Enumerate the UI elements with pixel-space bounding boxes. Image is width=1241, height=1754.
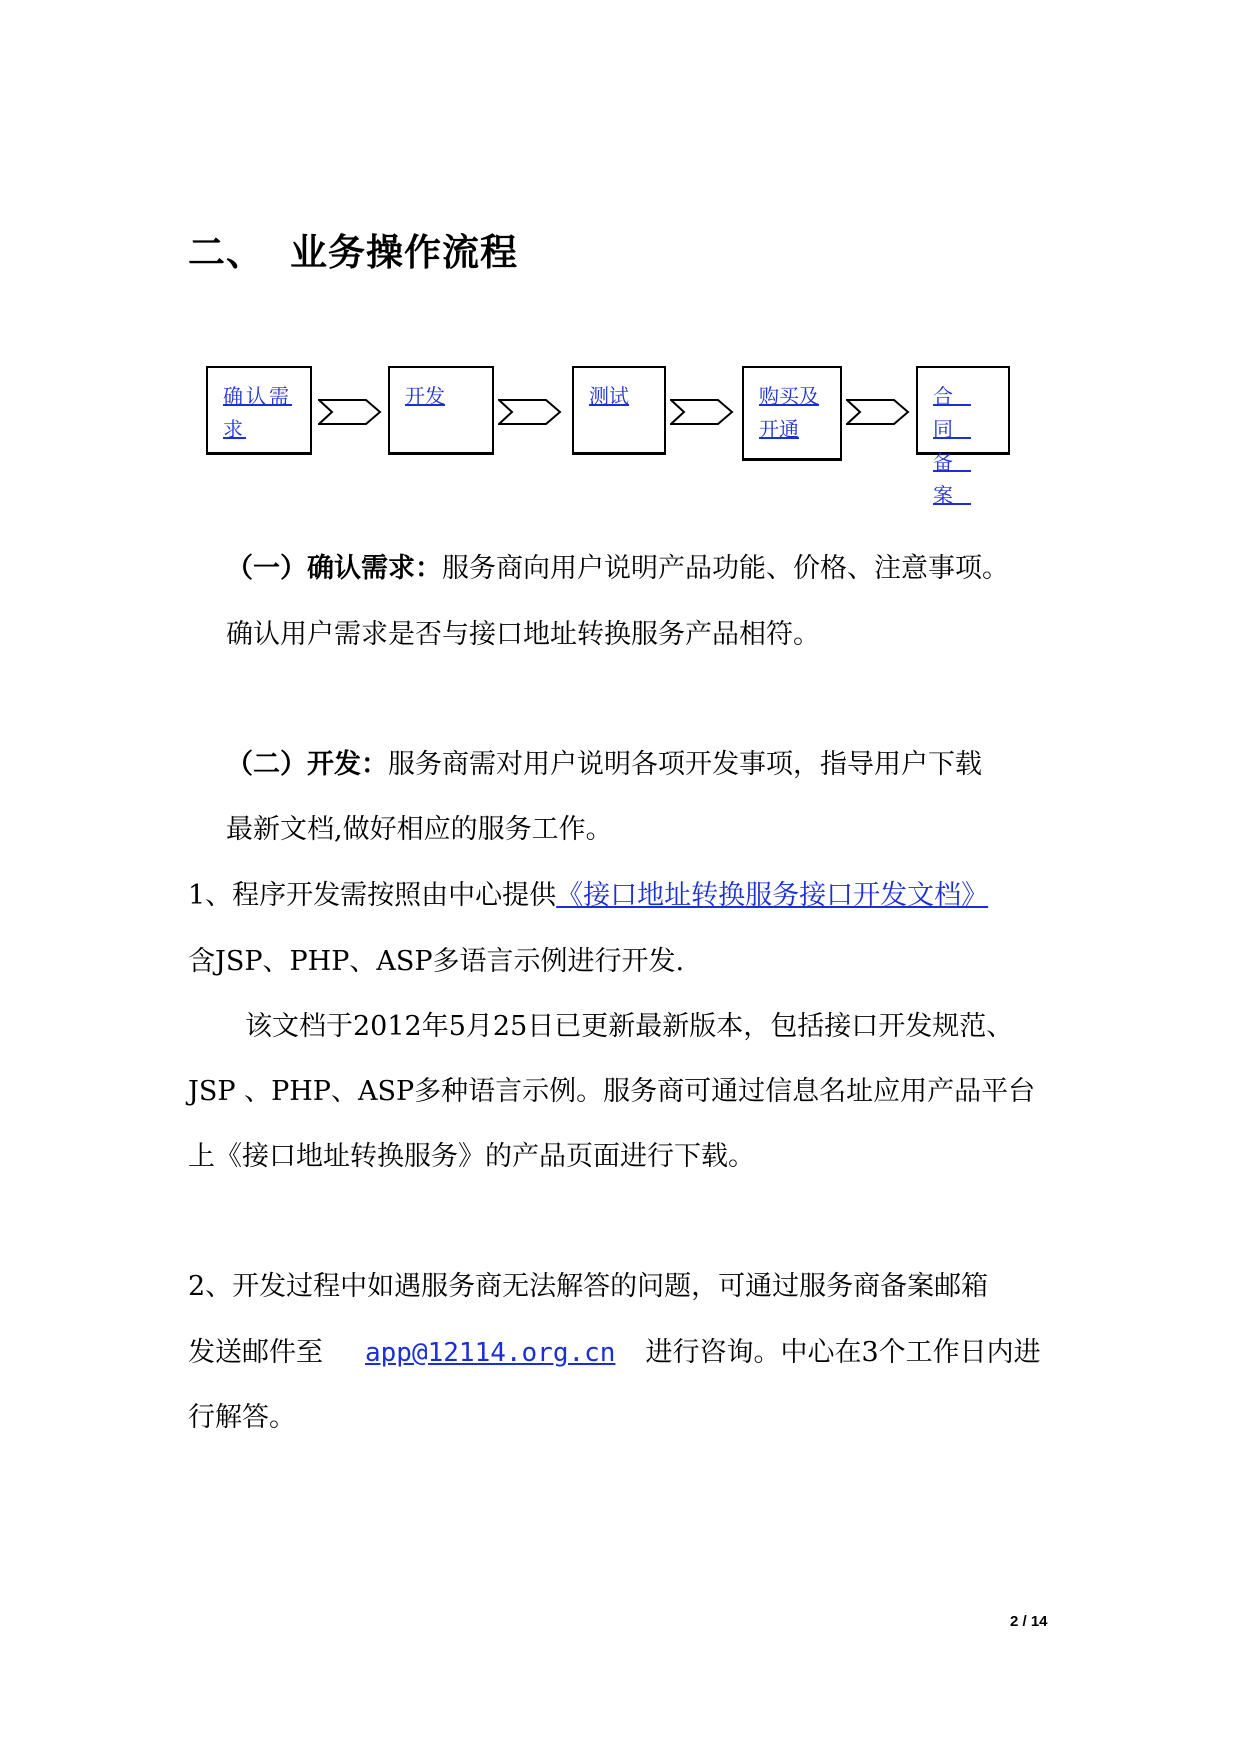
flow-link-purchase[interactable]: 购买及开通 <box>759 384 819 441</box>
section-heading <box>188 222 518 276</box>
section-title: 业务操作流程 <box>290 231 518 274</box>
develop-heading: （二）开发 <box>226 749 361 780</box>
confirm-paragraph-line2: 确认用户需求是否与接口地址转换服务产品相符。 <box>226 619 820 650</box>
flow-step-develop <box>388 366 494 454</box>
item2-line3: 行解答。 <box>188 1402 296 1433</box>
page-number: 2 / 14 <box>1010 1613 1048 1630</box>
develop-paragraph-line1: （二）开发：服务商需对用户说明各项开发事项，指导用户下载 <box>226 749 982 780</box>
flow-step-contract <box>916 366 1010 507</box>
confirm-paragraph-line1: （一）确认需求：服务商向用户说明产品功能、价格、注意事项。 <box>226 553 1009 584</box>
item1-note-line2: JSP 、PHP、ASP多种语言示例。服务商可通过信息名址应用产品平台 <box>188 1076 1036 1107</box>
item1-line1: 1、程序开发需按照由中心提供《接口地址转换服务接口开发文档》 <box>188 880 989 911</box>
item1-line2: 含JSP、PHP、ASP多语言示例进行开发. <box>188 946 685 977</box>
flow-link-develop[interactable]: 开发 <box>405 384 445 408</box>
develop-paragraph-line2: 最新文档,做好相应的服务工作。 <box>226 814 613 845</box>
flow-step-purchase <box>742 366 842 460</box>
item1-note-line3: 上《接口地址转换服务》的产品页面进行下载。 <box>188 1141 755 1172</box>
flow-step-confirm <box>206 366 312 454</box>
confirm-heading: （一）确认需求 <box>226 553 415 584</box>
flow-arrow-icon <box>846 398 910 426</box>
flow-step-test <box>572 366 666 454</box>
item2-line1: 2、开发过程中如遇服务商无法解答的问题，可通过服务商备案邮箱 <box>188 1271 989 1302</box>
support-email-link[interactable]: app@12114.org.cn <box>365 1338 616 1368</box>
flow-link-contract[interactable]: 合同备案 <box>933 384 971 507</box>
dev-doc-link[interactable]: 《接口地址转换服务接口开发文档》 <box>556 880 989 911</box>
item2-line2: 发送邮件至 app@12114.org.cn 进行咨询。中心在3个工作日内进 <box>188 1337 1041 1368</box>
section-number: 二、 <box>188 231 264 274</box>
item1-note-line1: 该文档于2012年5月25日已更新最新版本，包括接口开发规范、 <box>245 1011 1014 1042</box>
flow-arrow-icon <box>670 398 734 426</box>
flow-link-confirm[interactable]: 确认需求 <box>223 384 292 441</box>
flow-arrow-icon <box>498 398 562 426</box>
flow-arrow-icon <box>318 398 382 426</box>
flow-link-test[interactable]: 测试 <box>589 384 629 408</box>
